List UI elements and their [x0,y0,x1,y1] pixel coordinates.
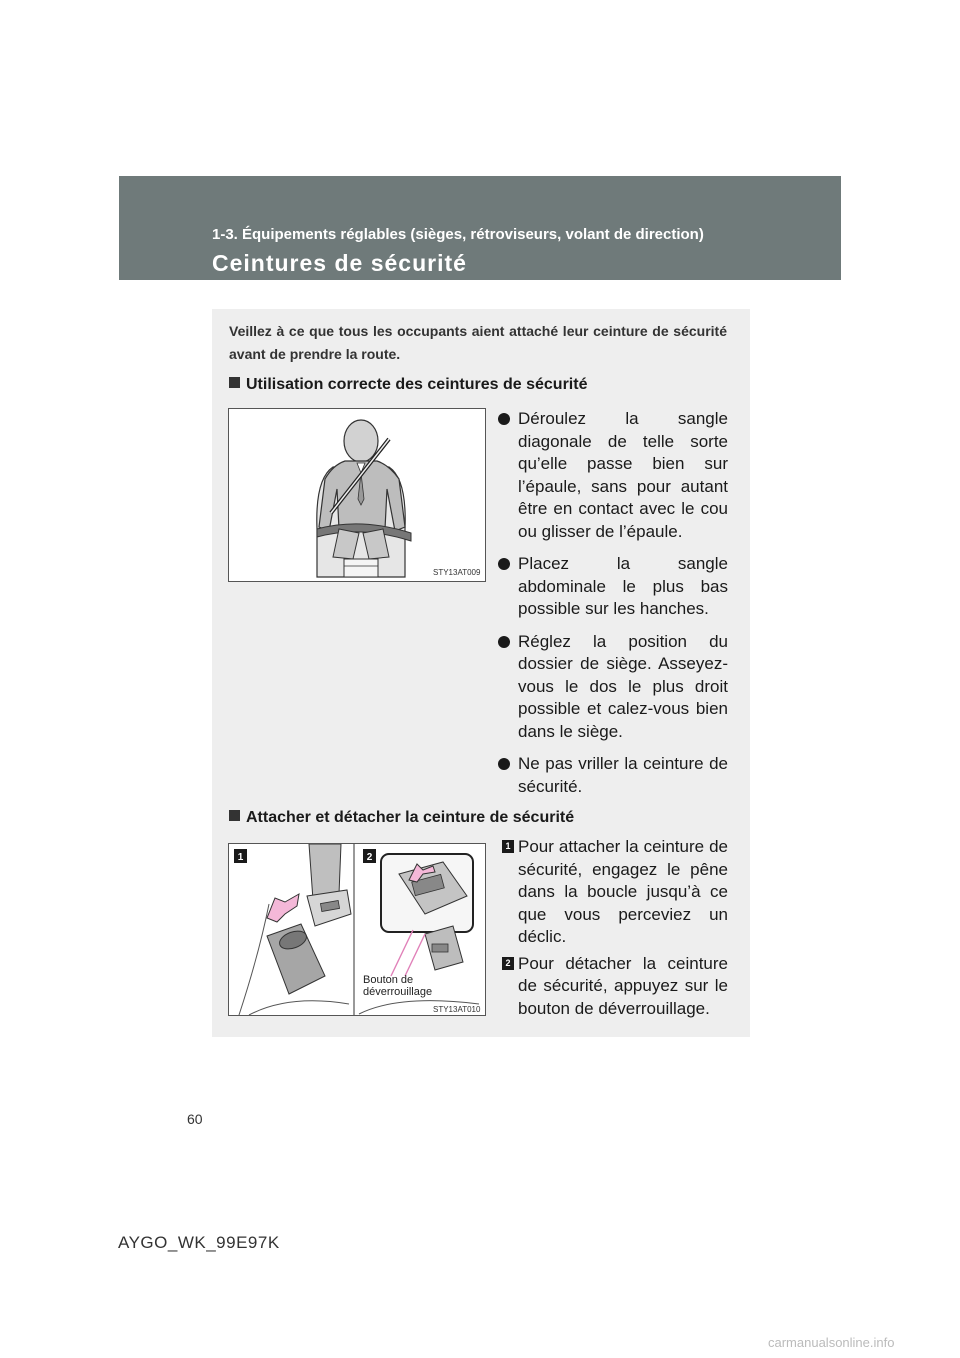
figure-code-2: STY13AT010 [433,1005,481,1014]
release-button-label-line2: déverrouillage [363,986,433,998]
step-number-badge: 2 [502,957,514,970]
square-bullet-icon [229,810,240,821]
page-number: 60 [187,1111,203,1127]
round-bullet-icon [498,413,510,425]
square-bullet-icon [229,377,240,388]
list-item: 1 Pour attacher la ceinture de sécurité, engagez le pêne dans la boucle jusqu’à ce que vous perceviez un déclic. [502,836,728,949]
section-label: 1-3. Équipements réglables (sièges, rétroviseurs, volant de direction) [212,226,704,243]
section-heading-usage: Utilisation correcte des ceintures de sécurité [229,376,587,394]
buckle-illustration [229,844,485,1015]
panel-number-2: 2 [366,852,373,863]
document-code: AYGO_WK_99E97K [118,1233,280,1252]
round-bullet-icon [498,758,510,770]
seatbelt-posture-illustration [229,409,485,581]
list-item: Placez la sangle abdominale le plus bas possible sur les hanches. [498,553,728,621]
release-button-label-line1: Bouton de [363,974,414,986]
page-title: Ceintures de sécurité [212,250,467,276]
figure-code-1: STY13AT009 [433,568,481,577]
figure-buckle [228,843,486,1016]
round-bullet-icon [498,558,510,570]
list-item: Ne pas vriller la ceinture de sécurité. [498,753,728,798]
section-heading-attach: Attacher et détacher la ceinture de sécurité [229,809,574,827]
figure-seated-occupant [228,408,486,582]
list-item: Déroulez la sangle diagonale de telle sorte qu’elle passe bien sur l’épaule, sans pour autant être en contact avec le cou ou glisser de l’épaule. [498,408,728,543]
usage-bullet-list [498,408,728,808]
watermark: carmanualsonline.info [768,1335,895,1350]
panel-number-1: 1 [237,852,244,863]
step-number-badge: 1 [502,840,514,853]
attach-step-list [502,836,728,1024]
list-item: 2 Pour détacher la ceinture de sécurité, appuyez sur le bouton de déverrouillage. [502,953,728,1021]
list-item: Réglez la position du dossier de siège. Asseyez-vous le dos le plus droit possible et calez-vous bien dans le siège. [498,631,728,744]
intro-text: Veillez à ce que tous les occupants aient attaché leur ceinture de sécurité avant de prendre la route. [229,323,727,362]
round-bullet-icon [498,636,510,648]
